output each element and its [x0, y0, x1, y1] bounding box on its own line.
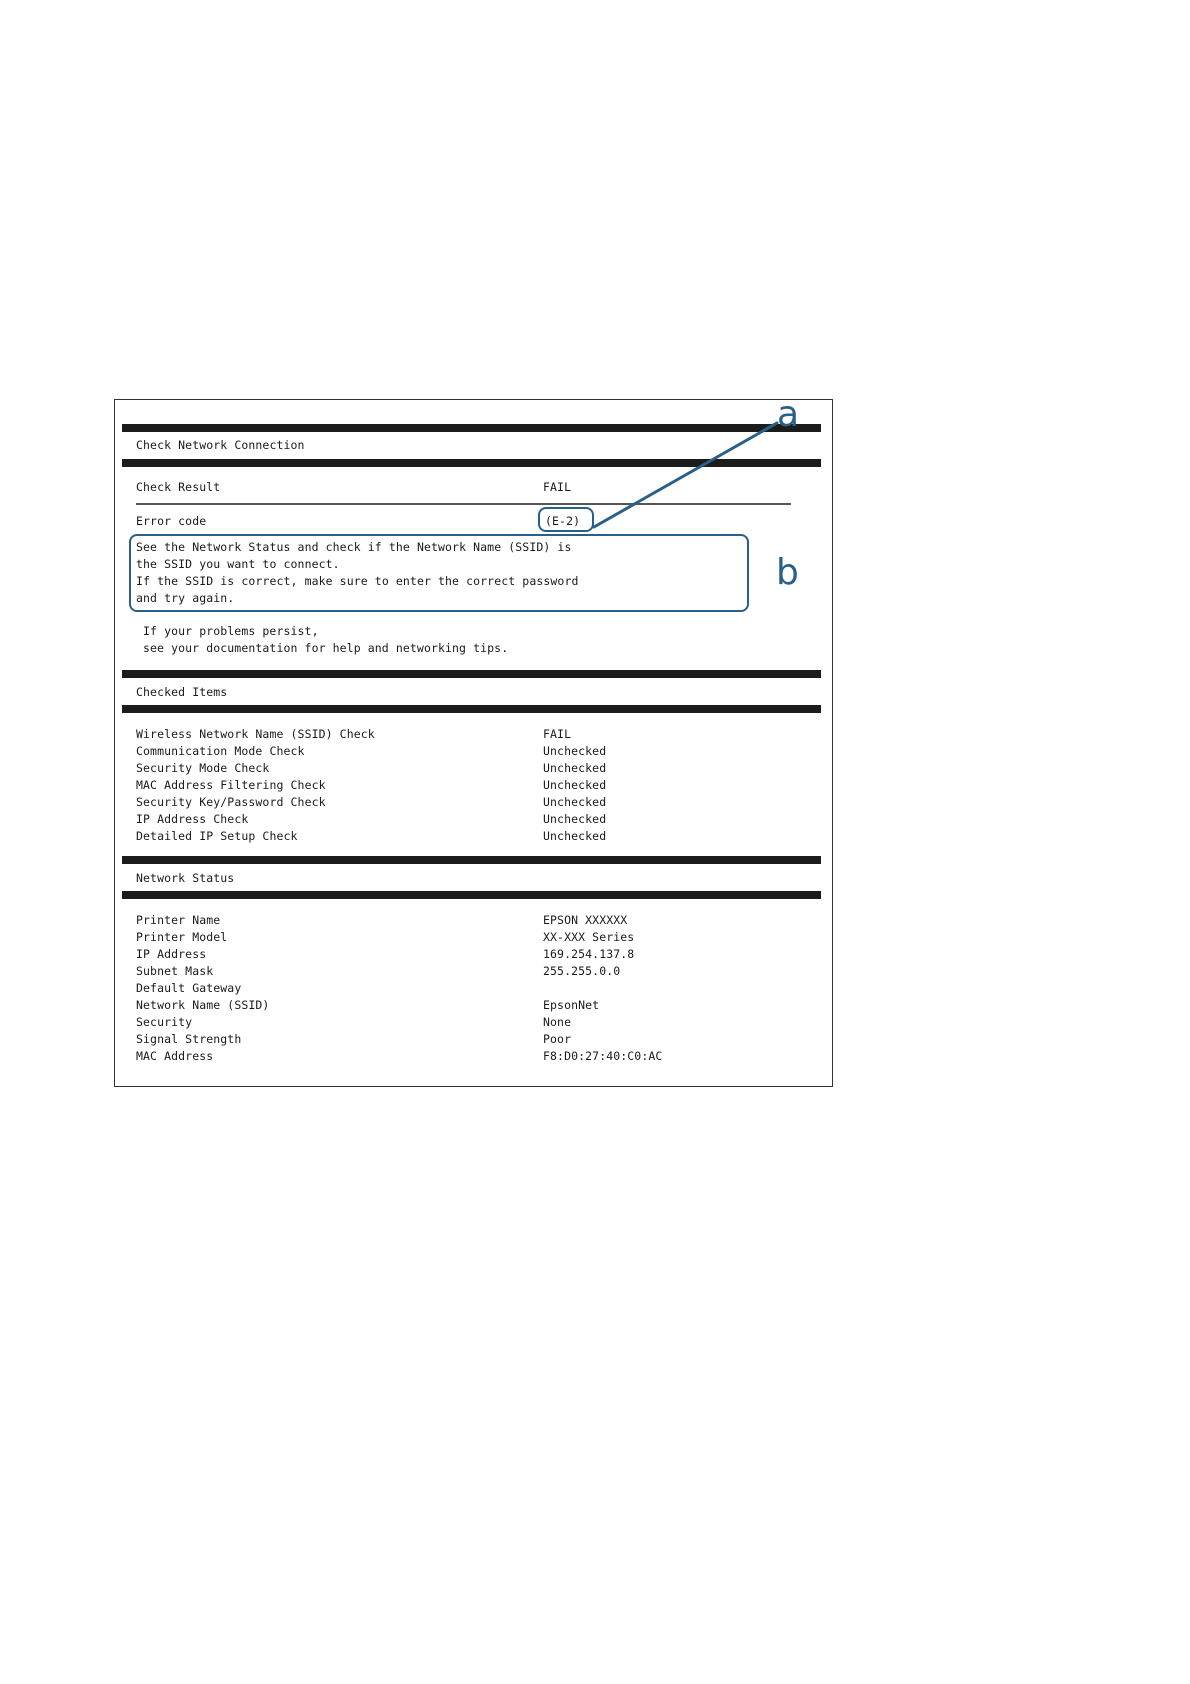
persist-line: If your problems persist, [143, 624, 319, 638]
status-label: Network Name (SSID) [136, 998, 270, 1012]
callout-label-b: b [776, 552, 799, 593]
status-label: IP Address [136, 947, 207, 961]
checked-item-label: Security Mode Check [136, 761, 270, 775]
rule-bar [122, 459, 821, 467]
network-connection-report [114, 394, 833, 1087]
checked-item-value: Unchecked [543, 744, 607, 758]
message-line: See the Network Status and check if the Network Name (SSID) is [136, 540, 572, 554]
error-code-label: Error code [136, 514, 207, 528]
callout-label-a: a [777, 394, 800, 435]
status-value: EPSON XXXXXX [543, 913, 628, 927]
checked-item-label: Security Key/Password Check [136, 795, 326, 809]
status-value: Poor [543, 1032, 572, 1046]
error-code-value: (E-2) [545, 514, 581, 528]
status-label: Security [136, 1015, 193, 1029]
checked-item-value: Unchecked [543, 812, 607, 826]
rule-bar [122, 705, 821, 713]
status-value: XX-XXX Series [543, 930, 635, 944]
rule-bar [122, 670, 821, 678]
callout-box-b [129, 534, 749, 612]
status-label: Subnet Mask [136, 964, 214, 978]
divider [136, 503, 791, 505]
status-label: Signal Strength [136, 1032, 242, 1046]
checked-item-label: Detailed IP Setup Check [136, 829, 298, 843]
message-line: the SSID you want to connect. [136, 557, 340, 571]
checked-item-label: IP Address Check [136, 812, 249, 826]
message-line: If the SSID is correct, make sure to enter the correct password [136, 574, 579, 588]
rule-bar [122, 856, 821, 864]
checked-item-value: Unchecked [543, 761, 607, 775]
report-title: Check Network Connection [136, 438, 305, 452]
status-value: EpsonNet [543, 998, 600, 1012]
checked-item-value: Unchecked [543, 778, 607, 792]
checked-item-label: Communication Mode Check [136, 744, 305, 758]
status-label: Printer Name [136, 913, 221, 927]
network-status-heading: Network Status [136, 871, 235, 885]
checked-items-heading: Checked Items [136, 685, 228, 699]
status-value: 169.254.137.8 [543, 947, 635, 961]
status-value: None [543, 1015, 572, 1029]
checked-item-value: FAIL [543, 727, 572, 741]
status-label: MAC Address [136, 1049, 214, 1063]
check-result-value: FAIL [543, 480, 572, 494]
checked-item-label: Wireless Network Name (SSID) Check [136, 727, 375, 741]
check-result-label: Check Result [136, 480, 221, 494]
callout-box-a [538, 507, 594, 532]
message-line: and try again. [136, 591, 235, 605]
persist-line: see your documentation for help and networking tips. [143, 641, 509, 655]
status-label: Default Gateway [136, 981, 242, 995]
status-label: Printer Model [136, 930, 228, 944]
rule-bar [122, 424, 821, 432]
status-value: 255.255.0.0 [543, 964, 621, 978]
checked-item-label: MAC Address Filtering Check [136, 778, 326, 792]
status-value: F8:D0:27:40:C0:AC [543, 1049, 663, 1063]
rule-bar [122, 891, 821, 899]
checked-item-value: Unchecked [543, 795, 607, 809]
checked-item-value: Unchecked [543, 829, 607, 843]
